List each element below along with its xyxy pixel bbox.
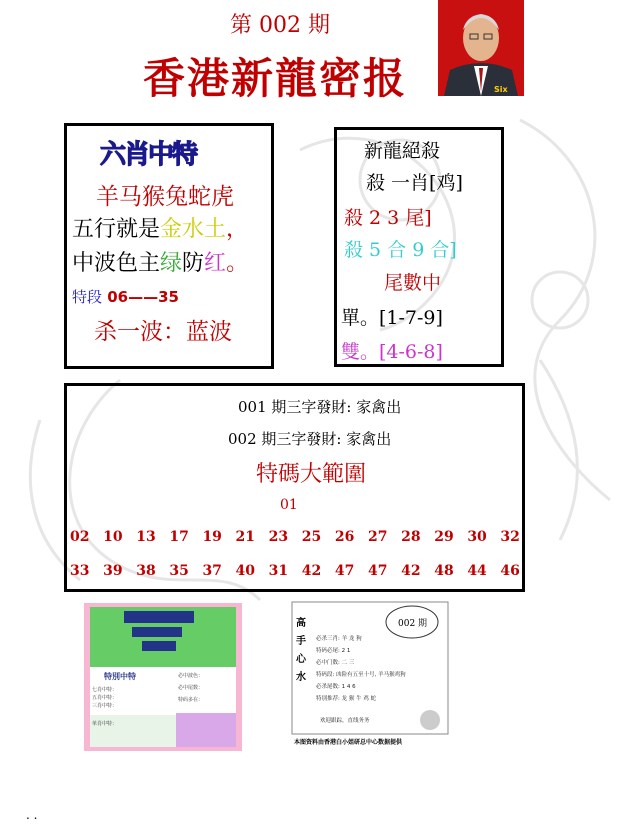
svg-text:单肖中特：: 单肖中特：: [92, 721, 118, 727]
svg-text:必杀三肖: 羊 龙 狗: 必杀三肖: 羊 龙 狗: [316, 636, 362, 642]
number-cell: 13: [136, 529, 156, 545]
wuxing-suffix: ，: [226, 217, 249, 242]
number-cell: 47: [334, 563, 355, 579]
kill-tail: 殺 2 3 尾]: [344, 207, 432, 229]
zodiac-list: 羊马猴兔蛇虎: [96, 184, 234, 210]
number-cell: 32: [500, 529, 520, 545]
svg-text:特码多在：: 特码多在：: [178, 697, 204, 703]
svg-text:必杀尾数: 1 4 6: 必杀尾数: 1 4 6: [316, 684, 356, 690]
number-cell: 47: [367, 563, 388, 579]
left-thumbnail-image: [84, 603, 242, 751]
number-cell: 23: [268, 529, 289, 545]
svg-text:五肖中特：: 五肖中特：: [92, 695, 118, 701]
svg-text:欢迎跟踪，直线务务: 欢迎跟踪，直线务务: [320, 718, 370, 724]
svg-text:高: 高: [296, 618, 306, 629]
left-thumb-heading: 特別中特: [104, 672, 136, 681]
bose-prefix: 中波色主: [72, 251, 161, 276]
svg-text:必中门数: 二 三: 必中门数: 二 三: [316, 660, 355, 666]
issue-002-hint: 002 期三字發財: 家禽出: [228, 430, 392, 448]
number-cell: 31: [268, 563, 289, 579]
number-cell: 02: [70, 529, 90, 545]
number-cell: 37: [202, 563, 222, 579]
number-cell: 40: [235, 563, 256, 579]
svg-text:水: 水: [296, 672, 306, 683]
svg-text:必中波色：: 必中波色：: [178, 673, 204, 679]
right-thumb-badge: 002 期: [398, 619, 428, 629]
wuxing-prefix: 五行就是: [72, 217, 161, 242]
bose-main: 绿: [160, 251, 183, 276]
even-tails: 雙。[4-6-8]: [341, 341, 443, 363]
teduan-value: 06——35: [107, 288, 179, 306]
issue-001-hint: 001 期三字發財: 家禽出: [238, 398, 402, 416]
number-cell: 46: [500, 563, 520, 579]
number-cell: 19: [202, 529, 222, 545]
right-thumb-source: 本图资料由香港白小姐研总中心数据提供: [294, 739, 403, 746]
bose-mid: 防: [182, 251, 205, 276]
svg-text:特码必尾: 2 1: 特码必尾: 2 1: [316, 648, 351, 654]
number-cell: 26: [334, 529, 355, 545]
number-row-1: [66, 529, 524, 545]
number-cell: 33: [70, 563, 90, 579]
wuxing-line: [72, 212, 248, 243]
svg-text:三肖中特：: 三肖中特：: [92, 703, 118, 709]
bose-suffix: 。: [226, 251, 249, 276]
svg-text:七肖中特：: 七肖中特：: [92, 687, 118, 693]
number-cell: 48: [434, 563, 454, 579]
svg-text:Six: Six: [494, 85, 508, 94]
right-thumbnail-image: [290, 600, 450, 750]
number-cell: 29: [434, 529, 454, 545]
number-cell: 10: [103, 529, 123, 545]
lead-number: 01: [280, 497, 298, 513]
number-cell: 25: [301, 529, 322, 545]
six-zodiac-badge: 六肖中特: [100, 140, 197, 170]
svg-text:手: 手: [296, 636, 306, 647]
right-panel-title: 新龍絕殺: [364, 140, 441, 162]
number-cell: 42: [301, 563, 322, 579]
number-row-2: [66, 563, 524, 579]
number-cell: 27: [367, 529, 388, 545]
odd-tails: 單。[1-7-9]: [341, 307, 443, 329]
wuxing-value: 金水土: [160, 217, 227, 242]
svg-text:特别推荐: 龙 猴 牛 鸡 蛇: 特别推荐: 龙 猴 牛 鸡 蛇: [316, 696, 377, 702]
kill-sum: 殺 5 合 9 合]: [344, 239, 457, 261]
teduan-prefix: 特段: [72, 288, 103, 306]
number-cell: 21: [235, 529, 256, 545]
kill-wave-line: 杀一波：蓝波: [94, 319, 232, 345]
svg-text:心: 心: [296, 654, 306, 665]
number-range-heading: 特碼大範圍: [256, 462, 367, 487]
bose-guard: 红: [204, 251, 227, 276]
number-cell: 38: [136, 563, 156, 579]
footer-dots: . .: [26, 808, 38, 822]
number-cell: 17: [169, 529, 189, 545]
number-cell: 44: [467, 563, 487, 579]
number-cell: 28: [401, 529, 421, 545]
issue-number: 第 002 期: [230, 13, 330, 38]
number-cell: 39: [103, 563, 123, 579]
portrait-photo: [438, 0, 524, 96]
wave-color-line: [72, 246, 248, 277]
svg-text:特码段: 凶险有五至十号, 羊马猴鸡狗: 特码段: 凶险有五至十号, 羊马猴鸡狗: [316, 672, 406, 678]
number-cell: 35: [169, 563, 189, 579]
tail-heading: 尾數中: [384, 272, 442, 294]
page-title: 香港新龍密报: [142, 54, 407, 103]
svg-text:必中尾数：: 必中尾数：: [178, 685, 204, 691]
number-cell: 42: [401, 563, 421, 579]
special-range-line: [72, 286, 179, 307]
number-cell: 30: [467, 529, 487, 545]
kill-zodiac: 殺 一肖[鸡]: [366, 172, 463, 194]
